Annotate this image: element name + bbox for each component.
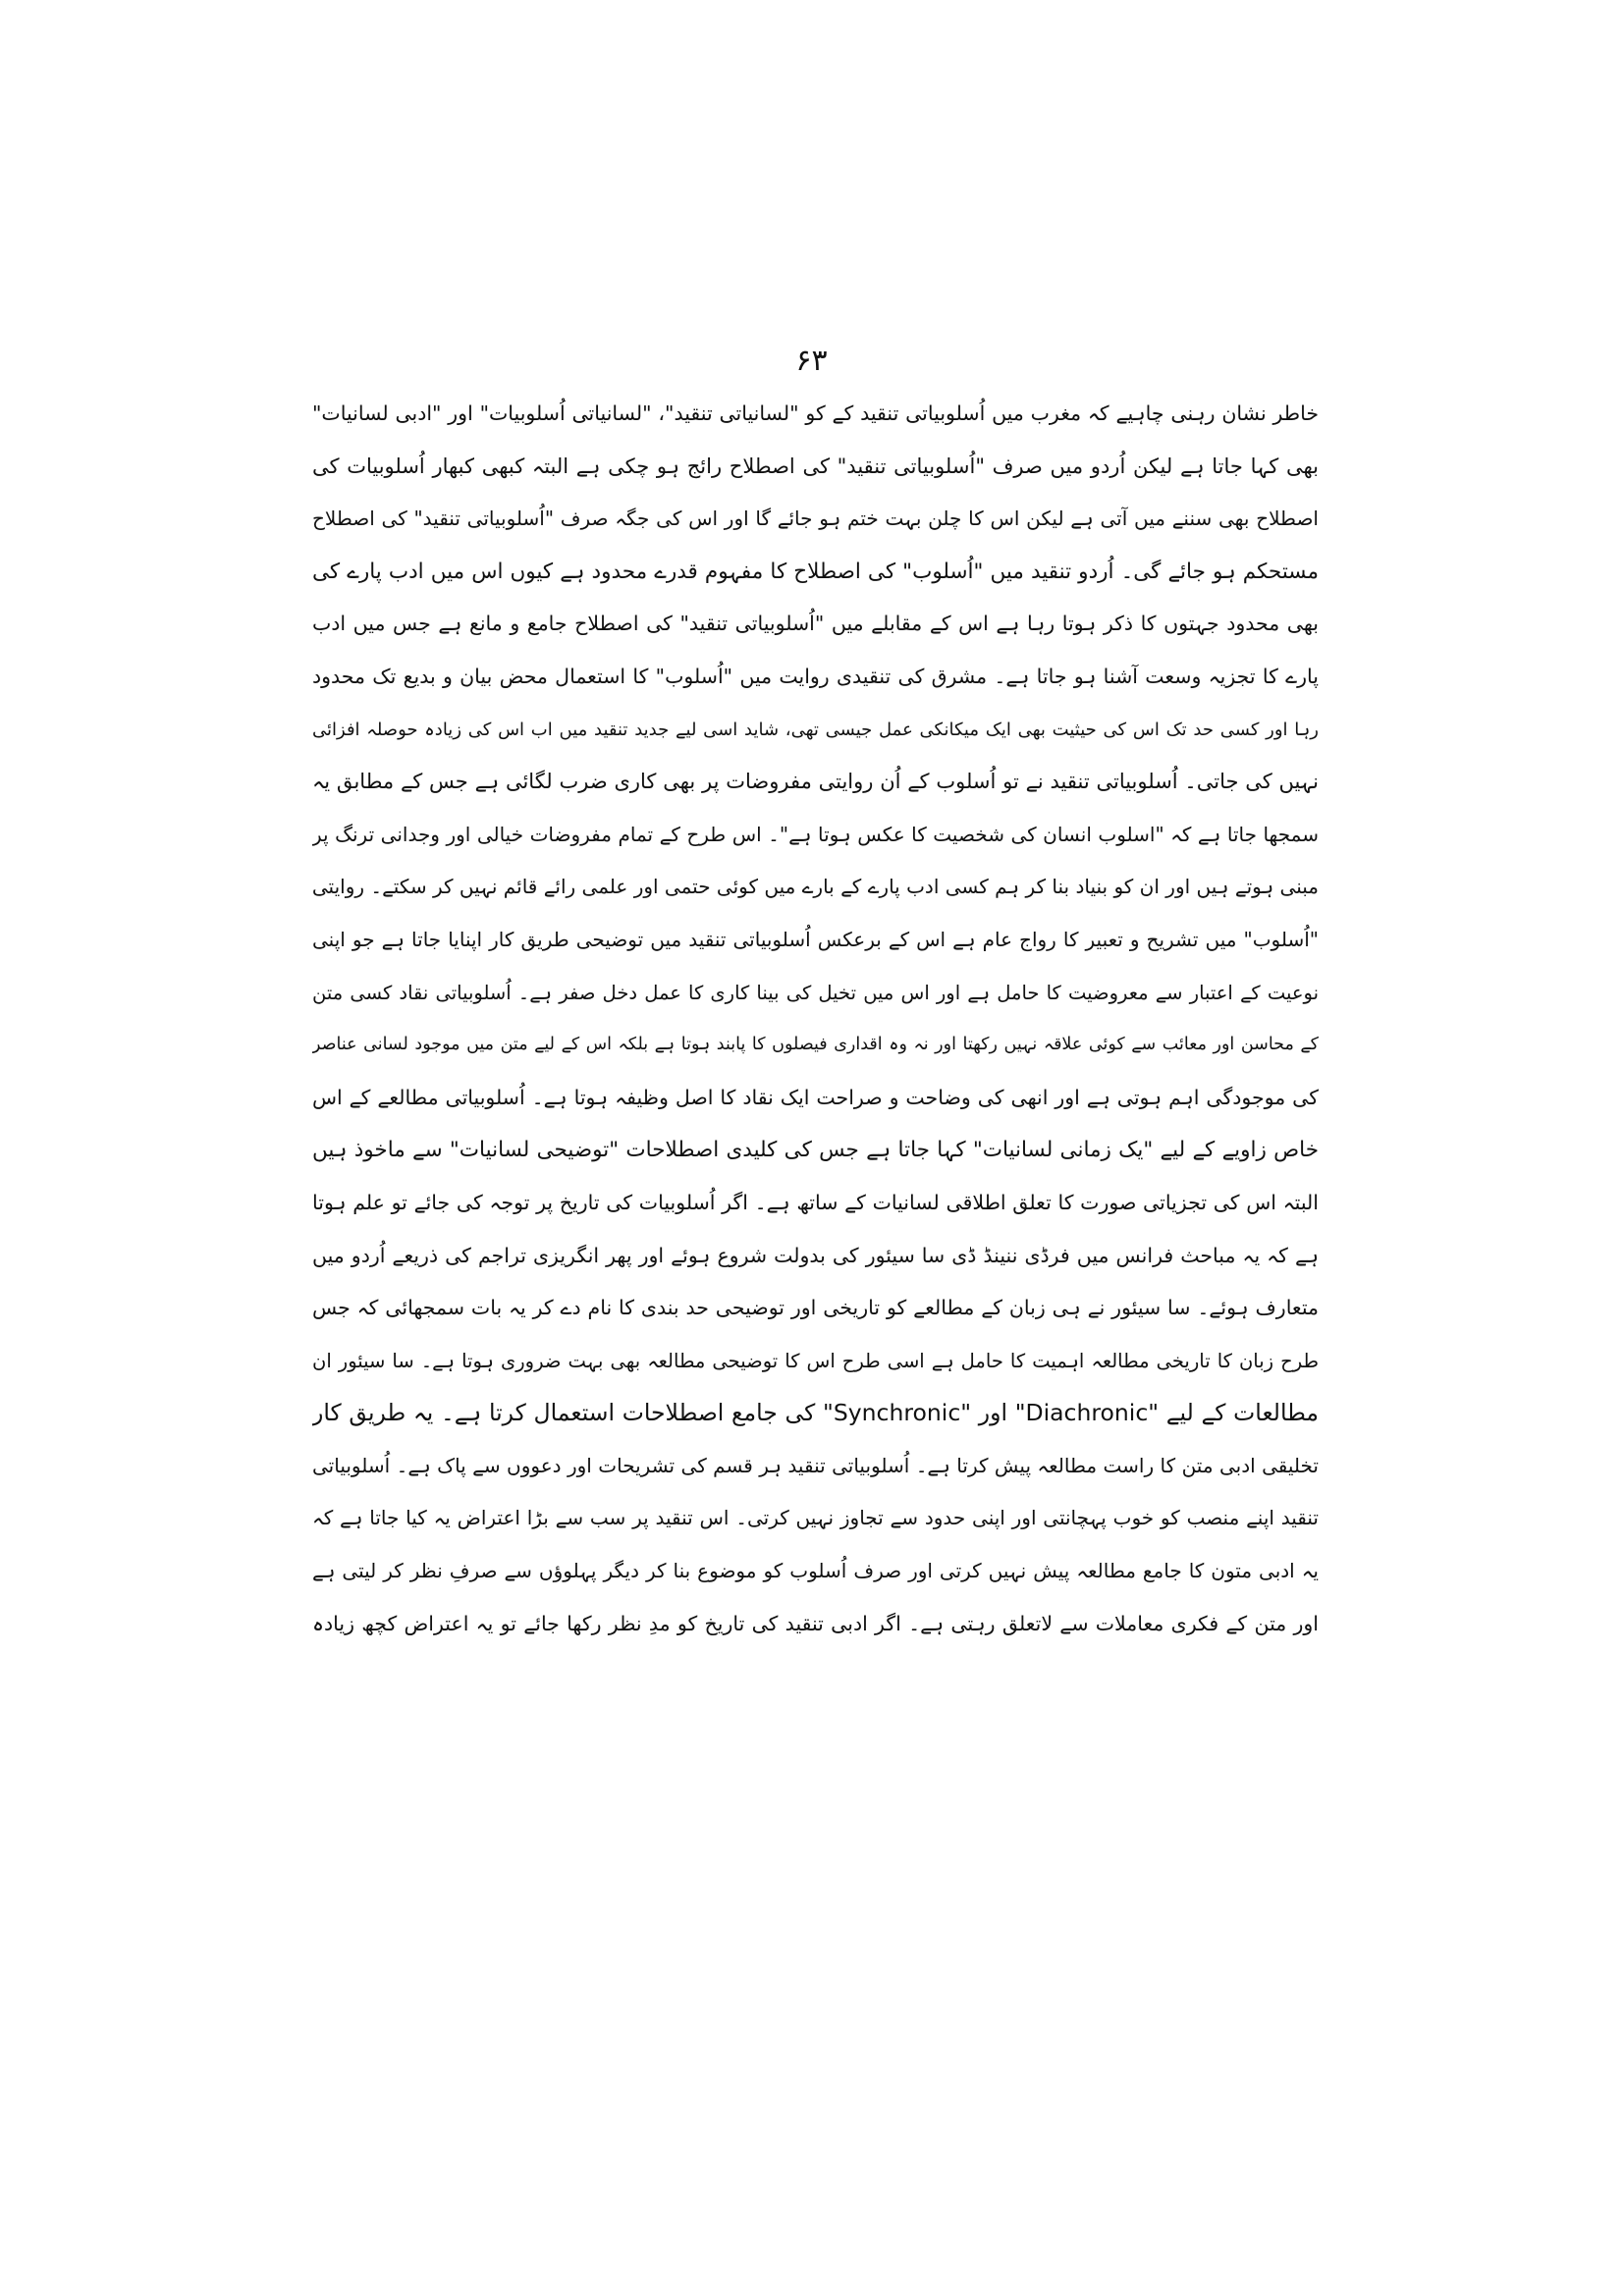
text-line: مستحکم ہو جائے گی۔ اُردو تنقید میں "اُسلوب" کی اصطلاح کا مفہوم قدرے محدود ہے کیوں اس میں ادب پارے کی: [312, 559, 1319, 584]
text-line: رہا اور کسی حد تک اس کی حیثیت بھی ایک میکانکی عمل جیسی تھی، شاید اسی لیے جدید تنقید میں اب اس کی زیادہ حوصلہ افزائی: [312, 719, 1319, 740]
text-line: تنقید اپنے منصب کو خوب پہچانتی اور اپنی حدود سے تجاوز نہیں کرتی۔ اس تنقید پر سب سے بڑا اعتراض یہ کیا جاتا ہے کہ: [312, 1506, 1319, 1530]
text-line: نوعیت کے اعتبار سے معروضیت کا حامل ہے اور اس میں تخیل کی بینا کاری کا عمل دخل صفر ہے۔ اُسلوبیاتی نقاد کسی متن: [312, 981, 1319, 1004]
text-line: ہے کہ یہ مباحث فرانس میں فرڈی ننینڈ ڈی سا سیئور کی بدولت شروع ہوئے اور پھر انگریزی تراجم کی ذریعے اُردو میں: [312, 1243, 1319, 1267]
text-line: بھی محدود جہتوں کا ذکر ہوتا رہا ہے اس کے مقابلے میں "اُسلوبیاتی تنقید" کی اصطلاح جامع و مانع ہے جس میں ادب: [312, 612, 1319, 636]
text-line: پارے کا تجزیہ وسعت آشنا ہو جاتا ہے۔ مشرق کی تنقیدی روایت میں "اُسلوب" کا استعمال محض بیان و بدیع تک محدود: [312, 664, 1319, 688]
text-line: تخلیقی ادبی متن کا راست مطالعہ پیش کرتا ہے۔ اُسلوبیاتی تنقید ہر قسم کی تشریحات اور دعووں سے پاک ہے۔ اُسلوبیاتی: [312, 1453, 1319, 1477]
page-number: ۶۳: [795, 344, 828, 378]
text-line: کے محاسن اور معائب سے کوئی علاقہ نہیں رکھتا اور نہ وہ اقداری فیصلوں کا پابند ہوتا ہے بلکہ اس کے لیے متن میں موجود لسانی عناصر: [312, 1035, 1319, 1055]
text-line: اصطلاح بھی سننے میں آتی ہے لیکن اس کا چلن بہت ختم ہو جائے گا اور اس کی جگہ صرف "اُسلوبیاتی تنقید" کی اصطلاح: [312, 507, 1319, 531]
text-line: کی موجودگی اہم ہوتی ہے اور انھی کی وضاحت و صراحت ایک نقاد کا اصل وظیفہ ہوتا ہے۔ اُسلوبیاتی مطالعے کے اس: [312, 1085, 1319, 1109]
text-line: خاطر نشان رہنی چاہیے کہ مغرب میں اُسلوبیاتی تنقید کے کو "لسانیاتی تنقید"، "لسانیاتی اُسلوبیات" اور "ادبی لسانیات": [312, 401, 1319, 425]
text-line: مبنی ہوتے ہیں اور ان کو بنیاد بنا کر ہم کسی ادب پارے کے بارے میں کوئی حتمی اور علمی رائے قائم نہیں کر سکتے۔ روایتی: [312, 875, 1319, 899]
text-line: سمجھا جاتا ہے کہ "اسلوب انسان کی شخصیت کا عکس ہوتا ہے"۔ اس طرح کے تمام مفروضات خیالی اور وجدانی ترنگ پر: [312, 822, 1319, 846]
text-line: بھی کہا جاتا ہے لیکن اُردو میں صرف "اُسلوبیاتی تنقید" کی اصطلاح رائج ہو چکی ہے البتہ کبھی کبھار اُسلوبیات کی: [312, 454, 1319, 478]
text-line: متعارف ہوئے۔ سا سیئور نے ہی زبان کے مطالعے کو تاریخی اور توضیحی حد بندی کا نام دے کر یہ بات سمجھائی کہ جس: [312, 1296, 1319, 1320]
text-line: یہ ادبی متون کا جامع مطالعہ پیش نہیں کرتی اور صرف اُسلوب کو موضوع بنا کر دیگر پہلوؤں سے صرفِ نظر کر لیتی ہے: [312, 1559, 1319, 1583]
body-text: [312, 388, 1319, 1650]
text-line: مطالعات کے لیے "Diachronic" اور "Synchronic" کی جامع اصطلاحات استعمال کرتا ہے۔ یہ طریق کار: [312, 1399, 1319, 1427]
text-line: "اُسلوب" میں تشریح و تعبیر کا رواج عام ہے اس کے برعکس اُسلوبیاتی تنقید میں توضیحی طریق کار اپنایا جاتا ہے جو اپنی: [312, 927, 1319, 951]
text-line: خاص زاویے کے لیے "یک زمانی لسانیات" کہا جاتا ہے جس کی کلیدی اصطلاحات "توضیحی لسانیات" سے ماخوذ ہیں: [312, 1138, 1319, 1163]
text-line: نہیں کی جاتی۔ اُسلوبیاتی تنقید نے تو اُسلوب کے اُن روایتی مفروضات پر بھی کاری ضرب لگائی ہے جس کے مطابق یہ: [312, 770, 1319, 794]
text-line: طرح زبان کا تاریخی مطالعہ اہمیت کا حامل ہے اسی طرح اس کا توضیحی مطالعہ بھی بہت ضروری ہوتا ہے۔ سا سیئور ان: [312, 1349, 1319, 1372]
text-line: البتہ اس کی تجزیاتی صورت کا تعلق اطلاقی لسانیات کے ساتھ ہے۔ اگر اُسلوبیات کی تاریخ پر توجہ کی جائے تو علم ہوتا: [312, 1190, 1319, 1214]
text-line: اور متن کے فکری معاملات سے لاتعلق رہتی ہے۔ اگر ادبی تنقید کی تاریخ کو مدِ نظر رکھا جائے تو یہ اعتراض کچھ زیادہ: [312, 1611, 1319, 1635]
